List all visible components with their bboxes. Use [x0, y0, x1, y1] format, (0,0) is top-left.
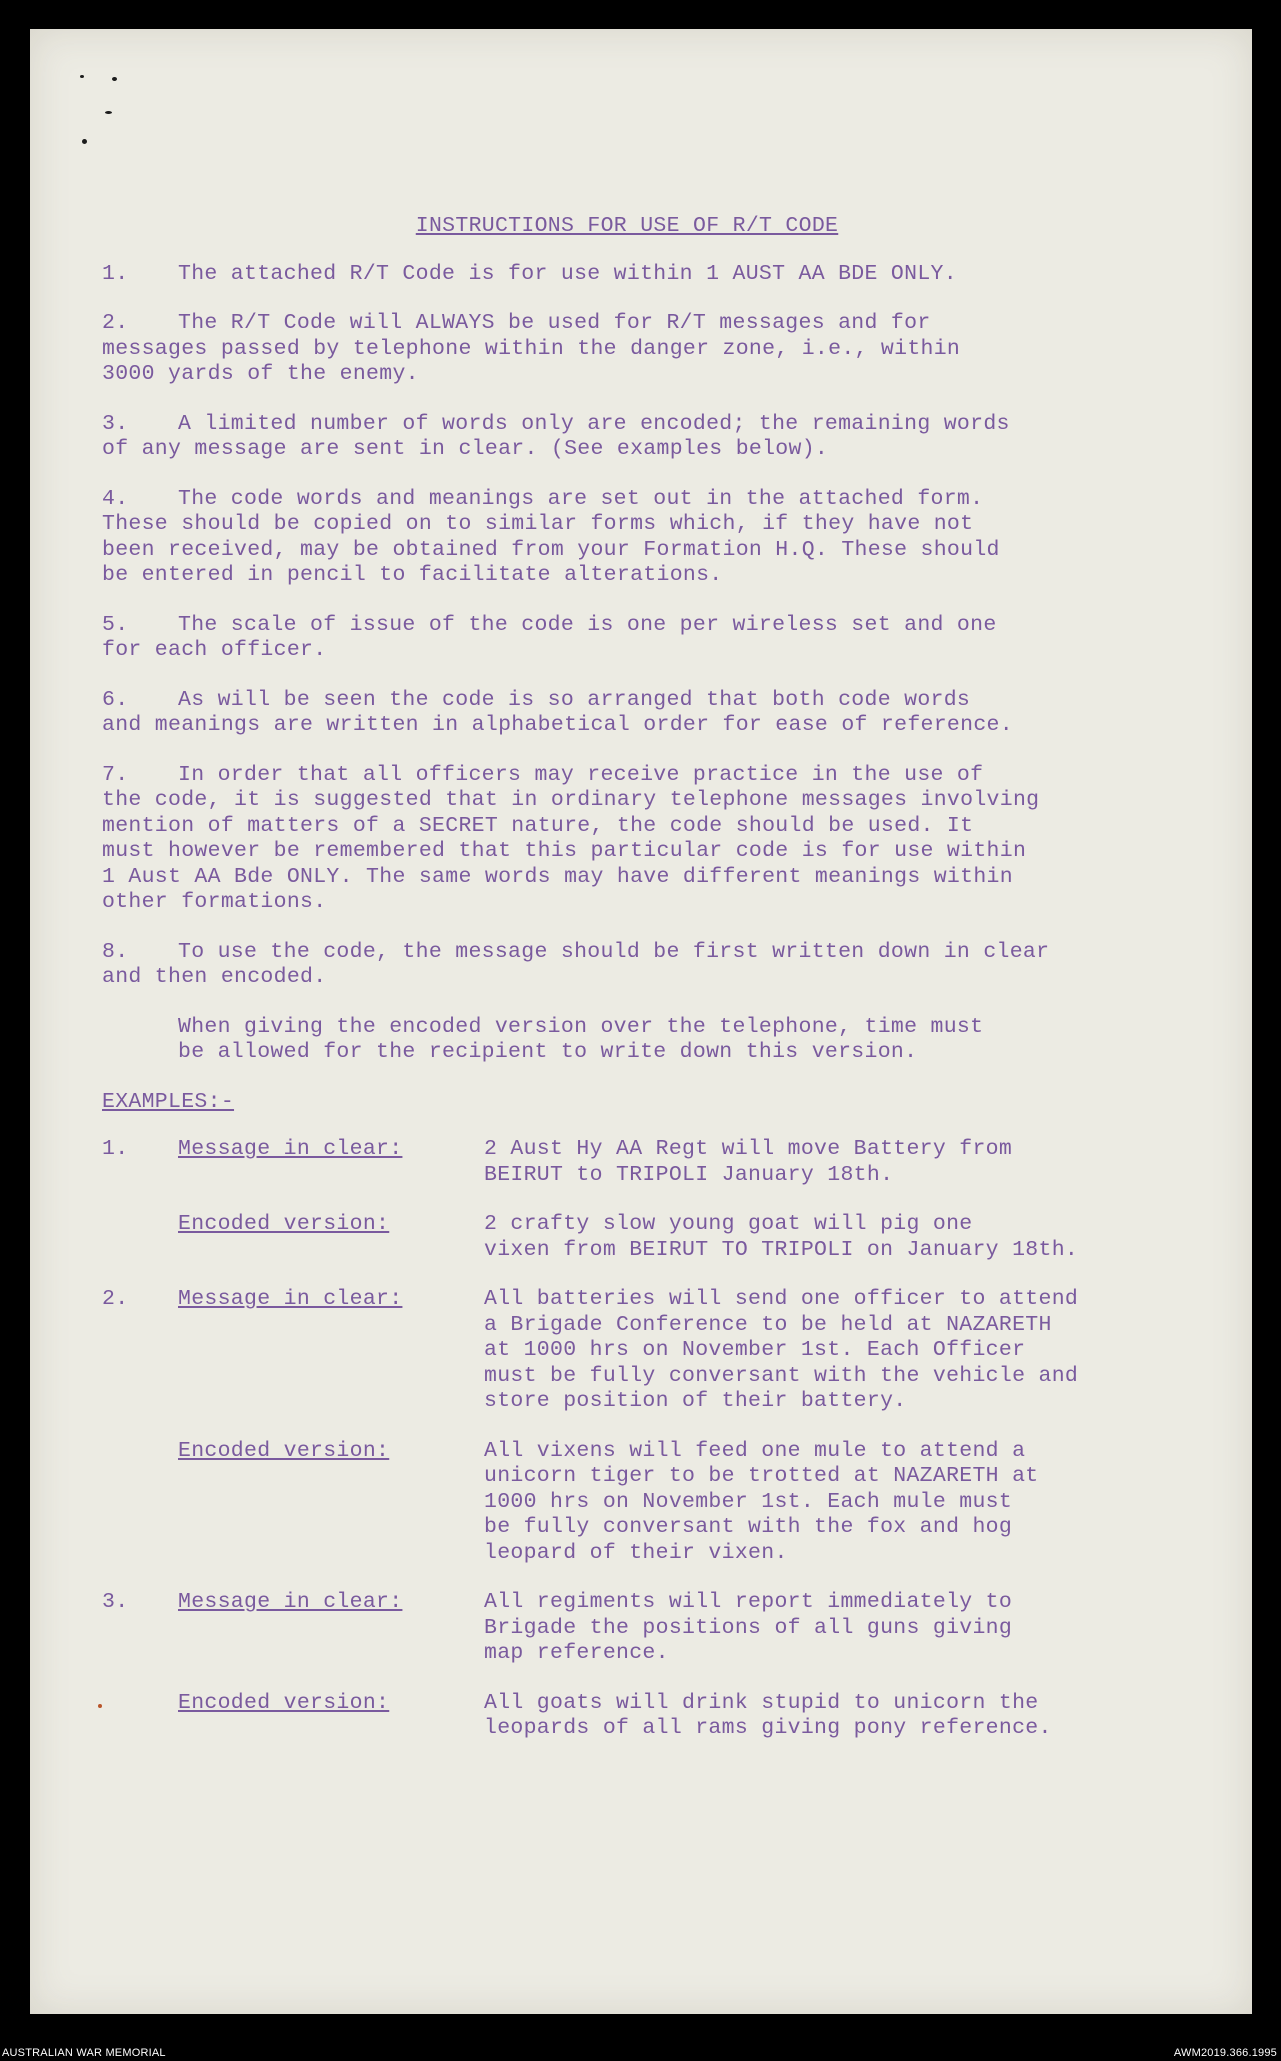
example-label: Message in clear:: [178, 1590, 403, 1614]
paragraph-7: [102, 763, 1212, 916]
paragraph-2: [102, 311, 1212, 388]
footer-accession-number: AWM2019.366.1995: [1173, 2047, 1277, 2059]
example-text: 2 Aust Hy AA Regt will move Battery from BEIRUT to TRIPOLI January 18th.: [484, 1137, 1013, 1187]
paragraph-number: 1.: [102, 261, 129, 286]
note-paragraph: [102, 1015, 1212, 1066]
paragraph-text: The scale of issue of the code is one per wireless set and one for each officer.: [102, 612, 997, 662]
example-text: All batteries will send one officer to attend a Brigade Conference to be held at NAZARETH at 1000 hrs on November 1st. Each Officer must be fully conversant with the vehicle and store position of their battery.: [484, 1287, 1079, 1413]
note-text: When giving the encoded version over the telephone, time must be allowed for the recipient to write down this version.: [178, 1014, 984, 1064]
example-number: 2.: [102, 1287, 129, 1311]
example-text: 2 crafty slow young goat will pig one vixen from BEIRUT TO TRIPOLI on January 18th.: [484, 1212, 1079, 1262]
example-text: All regiments will report immediately to Brigade the positions of all guns giving map reference.: [484, 1590, 1013, 1665]
ink-speck: [82, 139, 87, 144]
paragraph-text: The code words and meanings are set out in the attached form. These should be copied on to similar forms which, if they have not been received, may be obtained from your Formation H.Q. These should be entered in pencil to facilitate alterations.: [102, 486, 1000, 587]
paragraph-number: 2.: [102, 311, 129, 335]
paragraph-8: [102, 940, 1212, 991]
example-label: Message in clear:: [178, 1137, 403, 1161]
paragraph-6: [102, 688, 1212, 739]
example-2-clear: [102, 1287, 1212, 1415]
paragraph-text: In order that all officers may receive practice in the use of the code, it is suggested that in ordinary telephone messages involving mention of matters of a SECRET nature, the code should be used. It must however be remembered that this particular code is for use within 1 Aust AA Bde ONLY. The same words may have different meanings within other formations.: [102, 762, 1040, 914]
example-2-encoded: [102, 1439, 1212, 1567]
paragraph-text: As will be seen the code is so arranged that both code words and meanings are written in alphabetical order for ease of reference.: [102, 687, 1013, 737]
example-label: Encoded version:: [178, 1438, 390, 1463]
paragraph-text: The attached R/T Code is for use within 1 AUST AA BDE ONLY.: [178, 261, 957, 286]
paragraph-number: 7.: [102, 762, 129, 787]
example-text: All goats will drink stupid to unicorn the leopards of all rams giving pony reference.: [484, 1690, 1052, 1740]
paragraph-text: To use the code, the message should be first written down in clear and then encoded.: [102, 939, 1050, 989]
example-1-clear: [102, 1137, 1212, 1188]
document-title: INSTRUCTIONS FOR USE OF R/T CODE: [415, 214, 839, 238]
example-1-encoded: [102, 1212, 1212, 1263]
example-label: Encoded version:: [178, 1690, 390, 1715]
ink-speck: [112, 77, 117, 81]
example-text: All vixens will feed one mule to attend a unicorn tiger to be trotted at NAZARETH at 1000 hrs on November 1st. Each mule must be fully conversant with the fox and hog leopard of their vixen.: [484, 1438, 1039, 1565]
example-3-clear: [102, 1590, 1212, 1667]
paragraph-5: [102, 613, 1212, 664]
footer-source-label: AUSTRALIAN WAR MEMORIAL: [2, 2047, 166, 2059]
paragraph-1: [102, 262, 1212, 288]
example-label: Message in clear:: [178, 1287, 403, 1311]
document-body: [102, 214, 1212, 1766]
example-label: Encoded version:: [178, 1212, 390, 1236]
ink-speck: [105, 111, 112, 114]
document-page: [30, 29, 1252, 2014]
example-number: 3.: [102, 1590, 129, 1614]
paragraph-text: A limited number of words only are encoded; the remaining words of any message are sent in clear. (See examples below).: [102, 411, 1010, 461]
paragraph-number: 3.: [102, 411, 129, 436]
paragraph-number: 4.: [102, 486, 129, 511]
paragraph-4: [102, 487, 1212, 589]
paragraph-text: The R/T Code will ALWAYS be used for R/T messages and for messages passed by telephone within the danger zone, i.e., within 3000 yards of the enemy.: [102, 311, 961, 386]
paragraph-number: 5.: [102, 612, 129, 637]
ink-speck: [80, 75, 84, 78]
paragraph-3: [102, 412, 1212, 463]
paragraph-number: 8.: [102, 939, 129, 964]
example-3-encoded: [102, 1691, 1212, 1742]
paragraph-number: 6.: [102, 687, 129, 712]
examples-heading: EXAMPLES:-: [102, 1089, 235, 1114]
example-number: 1.: [102, 1137, 129, 1161]
